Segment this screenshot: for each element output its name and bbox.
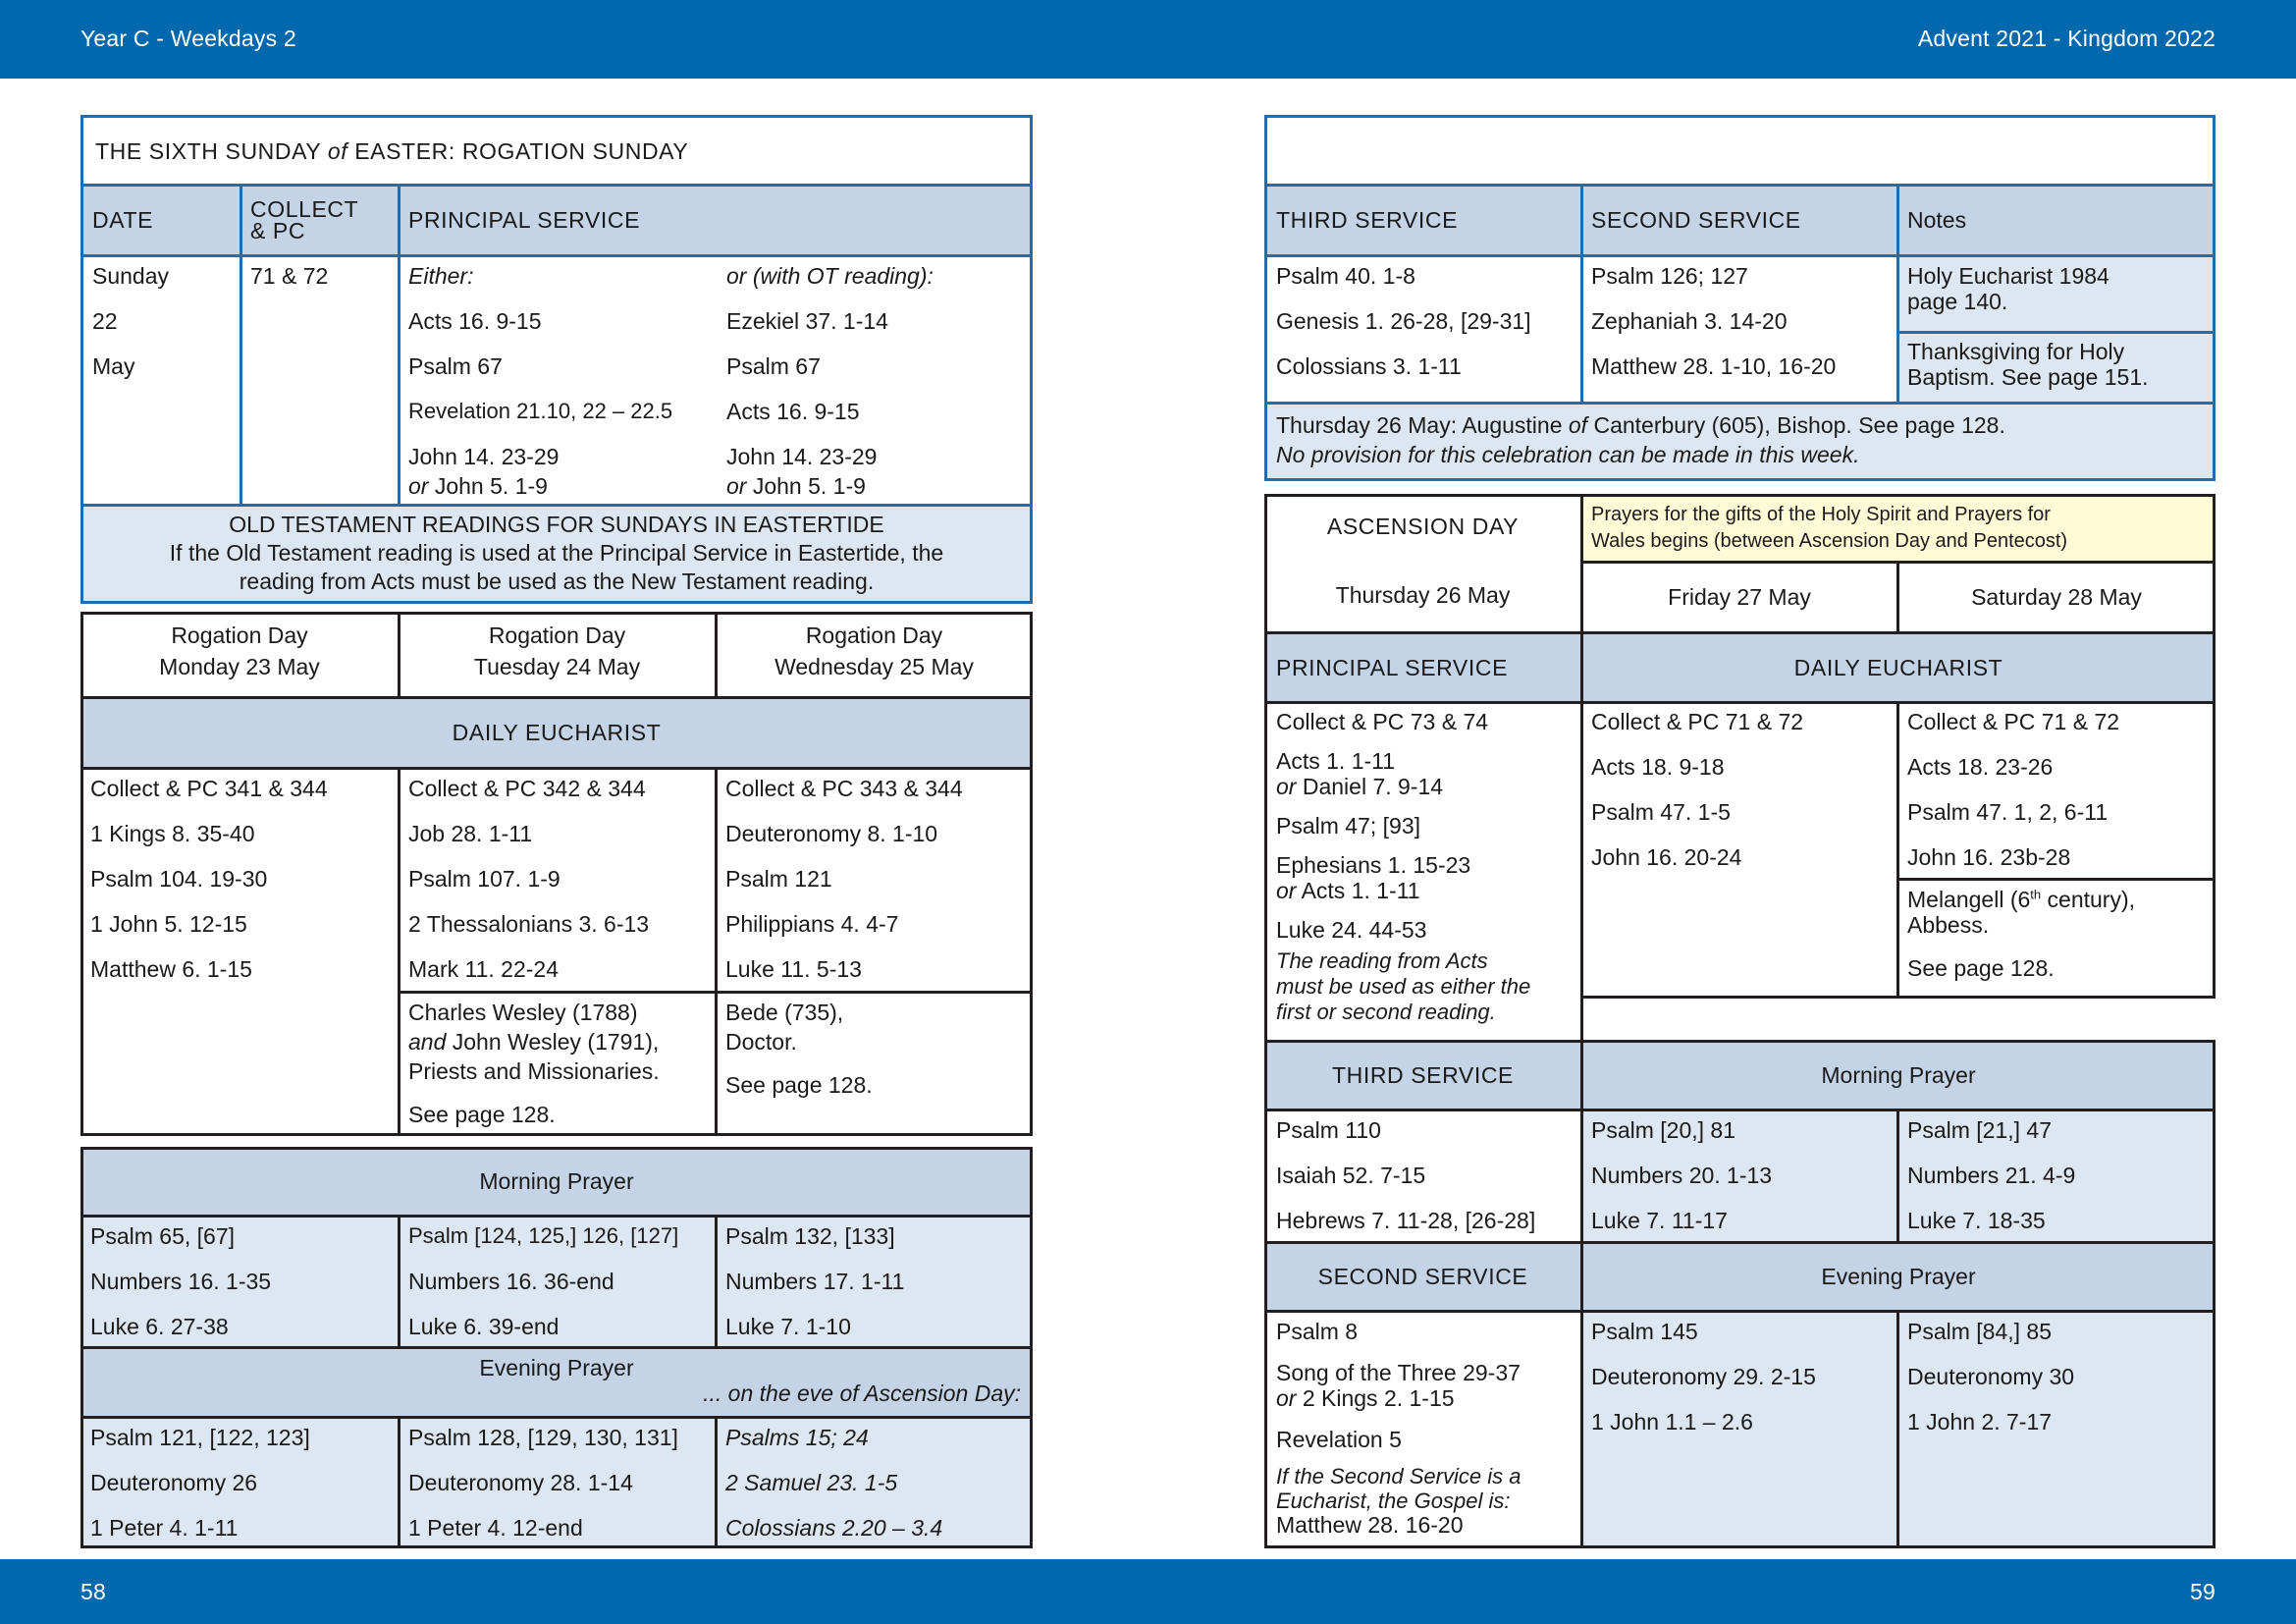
divider [715, 612, 718, 697]
reading: Psalm 8 [1276, 1319, 1359, 1344]
divider [1264, 402, 2216, 405]
either-reading: Psalm 67 [408, 353, 503, 379]
banner-line: Wales begins (between Ascension Day and Pentecost) [1591, 530, 2068, 552]
either-reading: Revelation 21.10, 22 – 22.5 [408, 399, 673, 423]
prayer-reading: Luke 7. 1-10 [725, 1314, 851, 1339]
reading: Psalm 126; 127 [1591, 263, 1748, 289]
eucharist-reading: Collect & PC 341 & 344 [90, 776, 328, 801]
rogation-day-tuesday [399, 612, 716, 697]
prayer-reading: Luke 6. 39-end [408, 1314, 560, 1339]
divider [1264, 184, 2216, 187]
note-thanksgiving [1897, 332, 2216, 403]
saturday-memorial-cell [1897, 879, 2216, 997]
divider [2213, 1041, 2216, 1548]
divider [80, 767, 1033, 770]
prayer-reading: 2 Samuel 23. 1-5 [725, 1470, 898, 1495]
eucharist-reading: Psalm 107. 1-9 [408, 866, 561, 892]
divider [1896, 185, 1899, 403]
reading: Zephaniah 3. 14-20 [1591, 308, 1788, 334]
friday-eucharist-cell [1581, 702, 1897, 997]
reading: Numbers 20. 1-13 [1591, 1163, 1773, 1188]
eucharist-reading: Collect & PC 343 & 344 [725, 776, 963, 801]
thursday-note-italic: No provision for this celebration can be made in this week. [1276, 442, 1860, 467]
reading: John 16. 23b-28 [1907, 844, 2071, 870]
page-header [0, 0, 2296, 79]
ps-note-line: first or second reading. [1276, 1000, 1496, 1024]
prayer-reading: Psalm 132, [133] [725, 1223, 895, 1249]
second-note-line: If the Second Service is a [1276, 1464, 1522, 1489]
divider [1264, 1310, 2216, 1313]
page-number-right: 59 [2190, 1579, 2216, 1604]
ot-alt: John 5. 1-9 [746, 473, 866, 499]
divider [80, 504, 1033, 507]
divider [1896, 1311, 1899, 1548]
reading: Luke 7. 18-35 [1907, 1208, 2046, 1233]
divider [80, 1416, 1033, 1419]
divider [1264, 631, 2216, 634]
sunday-title-post: EASTER: ROGATION SUNDAY [347, 138, 689, 164]
divider [80, 184, 1033, 187]
saturday-evening-prayer [1897, 1311, 2216, 1548]
col-header-date: DATE [80, 185, 240, 255]
eucharist-monday [80, 768, 399, 1136]
reading: Psalm 145 [1591, 1319, 1698, 1344]
prayer-reading: 1 Peter 4. 12-end [408, 1515, 583, 1541]
sunday-collect-cell [240, 255, 399, 505]
divider [80, 254, 1033, 257]
prayer-reading: Numbers 16. 1-35 [90, 1269, 272, 1294]
friday-morning-prayer [1581, 1110, 1897, 1242]
either-alt: John 5. 1-9 [428, 473, 548, 499]
either-label: Either: [408, 263, 474, 289]
reading: Deuteronomy 30 [1907, 1364, 2075, 1389]
rogation-day-date: Tuesday 24 May [473, 654, 641, 679]
daily-eucharist-header-right: DAILY EUCHARIST [1581, 632, 2216, 702]
eucharist-reading: Deuteronomy 8. 1-10 [725, 821, 938, 846]
reading: Isaiah 52. 7-15 [1276, 1163, 1426, 1188]
reading: Ephesians 1. 15-23 [1276, 852, 1471, 878]
eucharist-reading: Collect & PC 342 & 344 [408, 776, 646, 801]
memorial-see-page: See page 128. [408, 1102, 556, 1127]
col-header-collect-line2: & PC [250, 218, 306, 244]
divider [715, 1216, 718, 1347]
prayer-reading: Numbers 17. 1-11 [725, 1269, 905, 1294]
either-reading: John 14. 23-29 [408, 444, 560, 469]
morning-prayer-header: Morning Prayer [80, 1147, 1033, 1216]
divider [1896, 702, 1899, 997]
col-header-third-service: THIRD SERVICE [1264, 185, 1581, 255]
friday-date: Friday 27 May [1581, 562, 1897, 632]
reading: Luke 24. 44-53 [1276, 917, 1427, 943]
sunday-collect: 71 & 72 [250, 263, 329, 289]
sunday-date-day: Sunday [92, 263, 170, 289]
eucharist-reading: Mark 11. 22-24 [408, 956, 559, 982]
divider [1264, 494, 1267, 1548]
reading: Deuteronomy 29. 2-15 [1591, 1364, 1816, 1389]
header-left-title: Year C - Weekdays 2 [80, 26, 296, 51]
col-header-collect [240, 185, 399, 255]
ot-note-line: If the Old Testament reading is used at the Principal Service in Eastertide, the [169, 540, 944, 566]
prayer-reading: 1 Peter 4. 1-11 [90, 1515, 239, 1541]
eucharist-reading: 1 Kings 8. 35-40 [90, 821, 255, 846]
prayer-reading: Colossians 2.20 – 3.4 [725, 1515, 943, 1541]
reading: Hebrews 7. 11-28, [26-28] [1276, 1208, 1536, 1233]
divider [1896, 562, 1899, 632]
divider [80, 1215, 1033, 1218]
col-header-notes: Notes [1897, 185, 2216, 255]
reading: Psalm 47. 1, 2, 6-11 [1907, 799, 2109, 825]
saturday-morning-prayer [1897, 1110, 2216, 1242]
note-holy-eucharist [1897, 255, 2216, 332]
third-service-cell [1264, 255, 1581, 403]
principal-service-cell [1264, 702, 1581, 1041]
eucharist-reading: Psalm 104. 19-30 [90, 866, 268, 892]
note-line: page 140. [1907, 289, 2008, 314]
eucharist-reading: 2 Thessalonians 3. 6-13 [408, 911, 650, 937]
divider [1580, 185, 1583, 403]
memorial-line: Doctor. [725, 1029, 797, 1055]
ot-reading: Ezekiel 37. 1-14 [726, 308, 888, 334]
second-note-line: Eucharist, the Gospel is: [1276, 1489, 1511, 1513]
morning-prayer-wednesday [716, 1216, 1033, 1347]
reading: 1 John 2. 7-17 [1907, 1409, 2053, 1435]
rogation-day-label: Rogation Day [805, 623, 943, 648]
reading: Psalm 47; [93] [1276, 813, 1421, 839]
reading: Numbers 21. 4-9 [1907, 1163, 2076, 1188]
rogation-day-label: Rogation Day [488, 623, 626, 648]
reading: Psalm [20,] 81 [1591, 1117, 1736, 1143]
either-reading: Acts 16. 9-15 [408, 308, 542, 334]
divider [1264, 701, 2216, 704]
reading: Acts 1. 1-11 [1296, 878, 1420, 903]
ot-reading: John 14. 23-29 [726, 444, 878, 469]
prayer-reading: Luke 6. 27-38 [90, 1314, 229, 1339]
divider [1264, 494, 2216, 497]
third-service-readings [1264, 1110, 1581, 1242]
ascension-date: Thursday 26 May [1335, 582, 1511, 608]
rogation-day-date: Wednesday 25 May [774, 654, 974, 679]
divider [398, 184, 400, 505]
either-alt-or: or [408, 473, 429, 499]
rogation-day-date: Monday 23 May [159, 654, 320, 679]
second-service-cell [1581, 255, 1897, 403]
thursday-note-pre: Thursday 26 May: Augustine [1276, 412, 1569, 438]
reading: Psalm 47. 1-5 [1591, 799, 1731, 825]
header-right-title: Advent 2021 - Kingdom 2022 [1917, 26, 2216, 51]
morning-prayer-monday [80, 1216, 399, 1347]
ps-note-line: must be used as either the [1276, 974, 1531, 999]
sunday-either-cell [399, 255, 717, 505]
sunday-title-pre: THE SIXTH SUNDAY [95, 138, 328, 164]
third-service-header: THIRD SERVICE [1264, 1041, 1581, 1110]
prayer-reading: Psalm 128, [129, 130, 131] [408, 1425, 678, 1450]
ot-note-line: reading from Acts must be used as the New Testament reading. [239, 568, 875, 594]
prayer-reading: Deuteronomy 28. 1-14 [408, 1470, 633, 1495]
rogation-day-label: Rogation Day [171, 623, 308, 648]
page-footer [0, 1559, 2296, 1624]
daily-eucharist-header: DAILY EUCHARIST [80, 697, 1033, 768]
divider [715, 1417, 718, 1548]
banner-line: Prayers for the gifts of the Holy Spirit and Prayers for [1591, 504, 2051, 525]
reading: Acts 1. 1-11 [1276, 748, 1396, 774]
eucharist-reading: Philippians 4. 4-7 [725, 911, 899, 937]
reading: Song of the Three 29-37 [1276, 1360, 1521, 1385]
ascension-day-cell [1264, 494, 1581, 632]
prayer-reading: Psalm 65, [67] [90, 1223, 236, 1249]
thursday-note [1264, 403, 2216, 481]
memorial-line: Melangell (6 [1907, 887, 2031, 912]
sunday-title [80, 115, 1033, 185]
divider [1897, 878, 2216, 881]
second-service-header: SECOND SERVICE [1264, 1242, 1581, 1311]
prayer-reading: Psalms 15; 24 [725, 1425, 869, 1450]
reading: Acts 18. 23-26 [1907, 754, 2054, 780]
prayer-reading: Deuteronomy 26 [90, 1470, 258, 1495]
ot-reading: Psalm 67 [726, 353, 821, 379]
prayer-reading: Psalm [124, 125,] 126, [127] [408, 1223, 679, 1248]
memorial-line: century), [2041, 887, 2136, 912]
evening-prayer-header-right: Evening Prayer [1581, 1242, 2216, 1311]
evening-prayer-tuesday [399, 1417, 716, 1548]
divider [1264, 1040, 2216, 1043]
eucharist-tuesday [399, 768, 716, 992]
sunday-date-cell [80, 255, 240, 505]
prayers-banner [1581, 494, 2216, 562]
second-gospel: Matthew 28. 16-20 [1276, 1512, 1464, 1538]
divider [1264, 1545, 2216, 1548]
blank-title-row [1264, 115, 2216, 185]
divider [1264, 254, 2216, 257]
ot-label: or (with OT reading): [726, 263, 934, 289]
thursday-note-of: of [1568, 412, 1588, 438]
memorial-line: Priests and Missionaries. [408, 1058, 660, 1084]
reading: Colossians 3. 1-11 [1276, 353, 1462, 379]
friday-evening-prayer [1581, 1311, 1897, 1548]
divider [1896, 1110, 1899, 1242]
ot-note [80, 505, 1033, 604]
memorial-see-page: See page 128. [1907, 955, 2055, 981]
reading: Matthew 28. 1-10, 16-20 [1591, 353, 1837, 379]
sunday-ot-cell [717, 255, 1033, 505]
reading: Revelation 5 [1276, 1427, 1402, 1452]
col-header-collect-line1: COLLECT [250, 196, 359, 222]
divider [80, 696, 1033, 699]
note-line: Baptism. See page 151. [1907, 364, 2149, 390]
memorial-line: John Wesley (1791), [446, 1029, 660, 1055]
col-header-second-service: SECOND SERVICE [1581, 185, 1897, 255]
or-label: or [1276, 1385, 1297, 1411]
saturday-eucharist-cell [1897, 702, 2216, 879]
sunday-title-of: of [327, 138, 348, 164]
reading: Psalm [84,] 85 [1907, 1319, 2053, 1344]
reading: Collect & PC 73 & 74 [1276, 709, 1489, 734]
eve-of-ascension-note: ... on the eve of Ascension Day: [703, 1380, 1021, 1406]
reading: Daniel 7. 9-14 [1296, 774, 1444, 799]
memorial-tuesday [399, 992, 716, 1136]
sunday-date-month: May [92, 353, 135, 379]
divider [1581, 996, 2216, 999]
page-number-left: 58 [80, 1579, 106, 1604]
divider [398, 612, 400, 697]
sunday-date-num: 22 [92, 308, 118, 334]
reading: Psalm 110 [1276, 1117, 1381, 1143]
col-header-principal: PRINCIPAL SERVICE [399, 185, 1033, 255]
reading: Psalm [21,] 47 [1907, 1117, 2053, 1143]
memorial-wednesday [716, 992, 1033, 1136]
morning-prayer-tuesday [399, 1216, 716, 1347]
reading: Luke 7. 11-17 [1591, 1208, 1728, 1233]
memorial-superscript: th [2030, 887, 2042, 902]
rogation-day-wednesday [716, 612, 1033, 697]
ot-note-title: OLD TESTAMENT READINGS FOR SUNDAYS IN EASTERTIDE [229, 512, 884, 537]
ot-reading: Acts 16. 9-15 [726, 399, 860, 424]
note-line: Thanksgiving for Holy [1907, 339, 2125, 364]
divider [240, 184, 242, 505]
evening-prayer-header [80, 1347, 1033, 1417]
principal-service-header: PRINCIPAL SERVICE [1264, 632, 1581, 702]
eucharist-reading: Luke 11. 5-13 [725, 956, 862, 982]
eucharist-reading: Psalm 121 [725, 866, 832, 892]
divider [715, 768, 718, 1136]
reading: Genesis 1. 26-28, [29-31] [1276, 308, 1531, 334]
rogation-day-monday [80, 612, 399, 697]
ot-alt-or: or [726, 473, 747, 499]
divider [2213, 494, 2216, 997]
evening-prayer-monday [80, 1417, 399, 1548]
or-label: or [1276, 878, 1297, 903]
divider [398, 768, 400, 1136]
saturday-date: Saturday 28 May [1897, 562, 2216, 632]
memorial-line: Bede (735), [725, 1000, 844, 1025]
thursday-note-post: Canterbury (605), Bishop. See page 128. [1587, 412, 2005, 438]
eucharist-reading: 1 John 5. 12-15 [90, 911, 247, 937]
reading: 1 John 1.1 – 2.6 [1591, 1409, 1753, 1435]
divider [398, 1417, 400, 1548]
ascension-title: ASCENSION DAY [1326, 514, 1520, 539]
eucharist-reading: Job 28. 1-11 [408, 821, 533, 846]
memorial-line: Abbess. [1907, 912, 1990, 938]
memorial-see-page: See page 128. [725, 1072, 873, 1098]
memorial-and: and [408, 1029, 447, 1055]
ps-note-line: The reading from Acts [1276, 948, 1488, 973]
reading: Psalm 40. 1-8 [1276, 263, 1415, 289]
memorial-line: Charles Wesley (1788) [408, 1000, 638, 1025]
divider [1264, 1109, 2216, 1111]
evening-prayer-wednesday [716, 1417, 1033, 1548]
divider [398, 1216, 400, 1347]
or-label: or [1276, 774, 1297, 799]
note-line: Holy Eucharist 1984 [1907, 263, 2109, 289]
divider [1264, 1241, 2216, 1244]
morning-prayer-header-right: Morning Prayer [1581, 1041, 2216, 1110]
reading: Acts 18. 9-18 [1591, 754, 1725, 780]
divider [1897, 331, 2216, 334]
eucharist-wednesday [716, 768, 1033, 992]
reading: Collect & PC 71 & 72 [1907, 709, 2120, 734]
second-service-readings [1264, 1311, 1581, 1548]
prayer-reading: Numbers 16. 36-end [408, 1269, 614, 1294]
evening-prayer-title: Evening Prayer [479, 1355, 634, 1380]
divider [1580, 494, 1583, 1548]
prayer-reading: Psalm 121, [122, 123] [90, 1425, 310, 1450]
reading: 2 Kings 2. 1-15 [1296, 1385, 1455, 1411]
reading: Collect & PC 71 & 72 [1591, 709, 1804, 734]
eucharist-reading: Matthew 6. 1-15 [90, 956, 252, 982]
divider [80, 1346, 1033, 1349]
reading: John 16. 20-24 [1591, 844, 1742, 870]
